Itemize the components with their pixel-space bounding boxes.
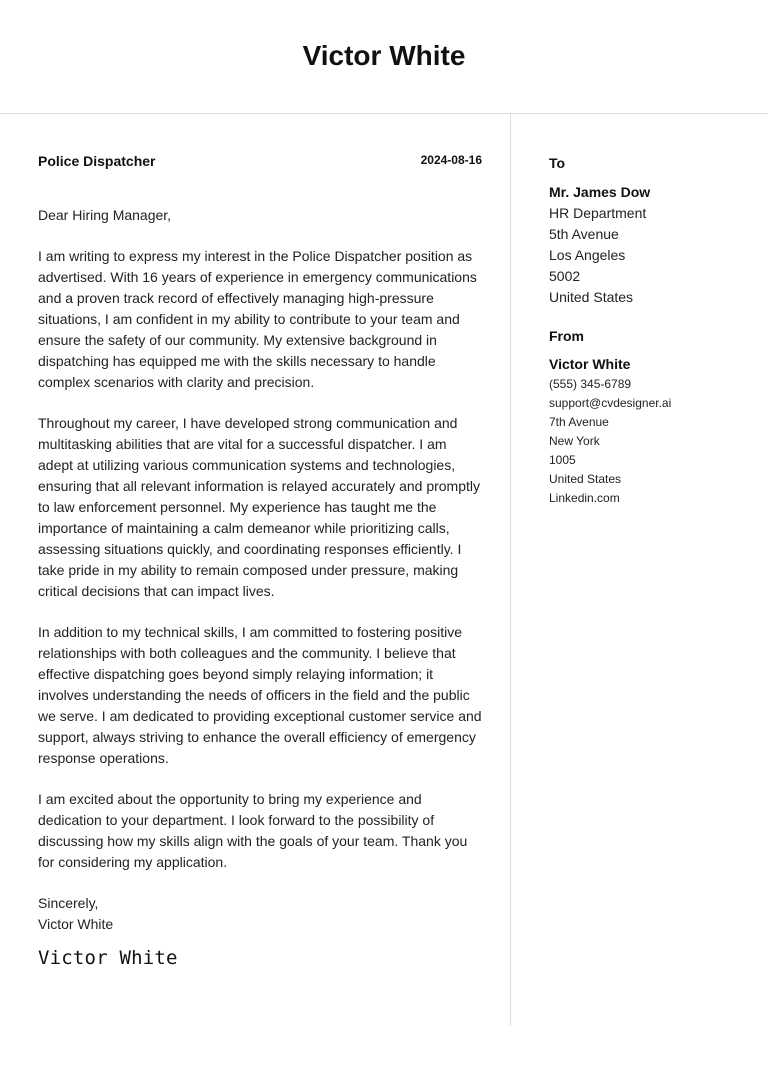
applicant-name-title: Victor White <box>302 40 466 71</box>
signature: Victor White <box>38 947 178 969</box>
job-title-row <box>38 153 482 175</box>
column-divider <box>510 114 511 1026</box>
sender-street: 7th Avenue <box>549 415 609 429</box>
body-paragraph-4: I am excited about the opportunity to bring my experience and dedication to your department. I look forward to the possibility of discussing how my skills align with the goals of your team. Thank you for considering my application. <box>38 791 468 870</box>
letter-date: 2024-08-16 <box>420 153 482 167</box>
letter-body <box>38 153 482 969</box>
sender-email[interactable]: support@cvdesigner.ai <box>549 396 672 410</box>
sender-linkedin-link[interactable]: Linkedin.com <box>549 491 620 505</box>
sender-country: United States <box>549 472 622 486</box>
contact-sidebar <box>549 153 759 508</box>
closing-name: Victor White <box>38 916 114 932</box>
recipient-city: Los Angeles <box>549 247 626 263</box>
sender-city: New York <box>549 434 600 448</box>
letter-header <box>0 0 768 114</box>
recipient-street: 5th Avenue <box>549 226 619 242</box>
salutation: Dear Hiring Manager, <box>38 207 172 223</box>
closing-block <box>38 893 482 935</box>
recipient-country: United States <box>549 289 634 305</box>
sender-zip: 1005 <box>549 453 576 467</box>
job-title: Police Dispatcher <box>38 153 156 169</box>
body-paragraph-1: I am writing to express my interest in the Police Dispatcher position as advertised. With 16 years of experience in emergency communications and a proven track record of effectively managing high-pressure situations, I am confident in my ability to contribute to your team and ensure the safety of our community. My extensive background in dispatching has equipped me with the skills necessary to handle complex scenarios with clarity and precision. <box>38 248 477 390</box>
to-label: To <box>549 155 566 171</box>
from-label: From <box>549 328 584 344</box>
body-paragraph-3: In addition to my technical skills, I am committed to fostering positive relationships with both colleagues and the community. I believe that effective dispatching goes beyond simply relaying information; it involves understanding the needs of officers in the field and the public we serve. I am dedicated to providing exceptional customer service and support, always striving to enhance the overall efficiency of emergency response operations. <box>38 624 482 766</box>
recipient-zip: 5002 <box>549 268 581 284</box>
sender-name: Victor White <box>549 356 631 372</box>
recipient-department: HR Department <box>549 205 647 221</box>
body-paragraph-2: Throughout my career, I have developed strong communication and multitasking abilities that are vital for a successful dispatcher. I am adept at utilizing various communication systems and technologies, ensuring that all relevant information is relayed accurately and promptly to law enforcement personnel. My experience has taught me the importance of maintaining a calm demeanor while prioritizing calls, assessing situations quickly, and coordinating responses efficiently. I take pride in my ability to remain composed under pressure, making critical decisions that can impact lives. <box>38 415 481 599</box>
recipient-name: Mr. James Dow <box>549 184 651 200</box>
sender-phone: (555) 345-6789 <box>549 377 632 391</box>
closing-phrase: Sincerely, <box>38 895 99 911</box>
